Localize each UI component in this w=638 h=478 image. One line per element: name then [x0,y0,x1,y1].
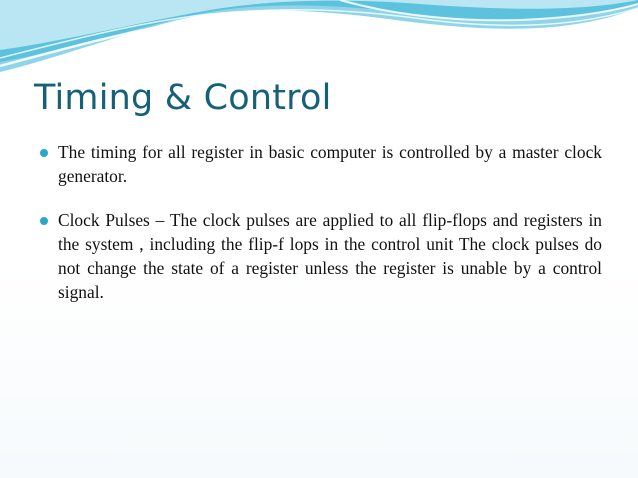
bullet-list [40,140,602,324]
bullet-text: Clock Pulses – The clock pulses are applied to all flip-flops and registers in the system , including the flip-f lops in the control unit The clock pulses do not change the state of a register unless the register is unable by a control signal. [58,210,602,302]
bullet-dot-icon [40,149,48,157]
bullet-text: The timing for all register in basic computer is controlled by a master clock generator. [58,142,602,186]
slide-title: Timing & Control [34,78,332,118]
bullet-item [40,140,602,188]
bullet-item [40,208,602,304]
bullet-dot-icon [40,217,48,225]
decorative-wave-header [0,0,638,80]
